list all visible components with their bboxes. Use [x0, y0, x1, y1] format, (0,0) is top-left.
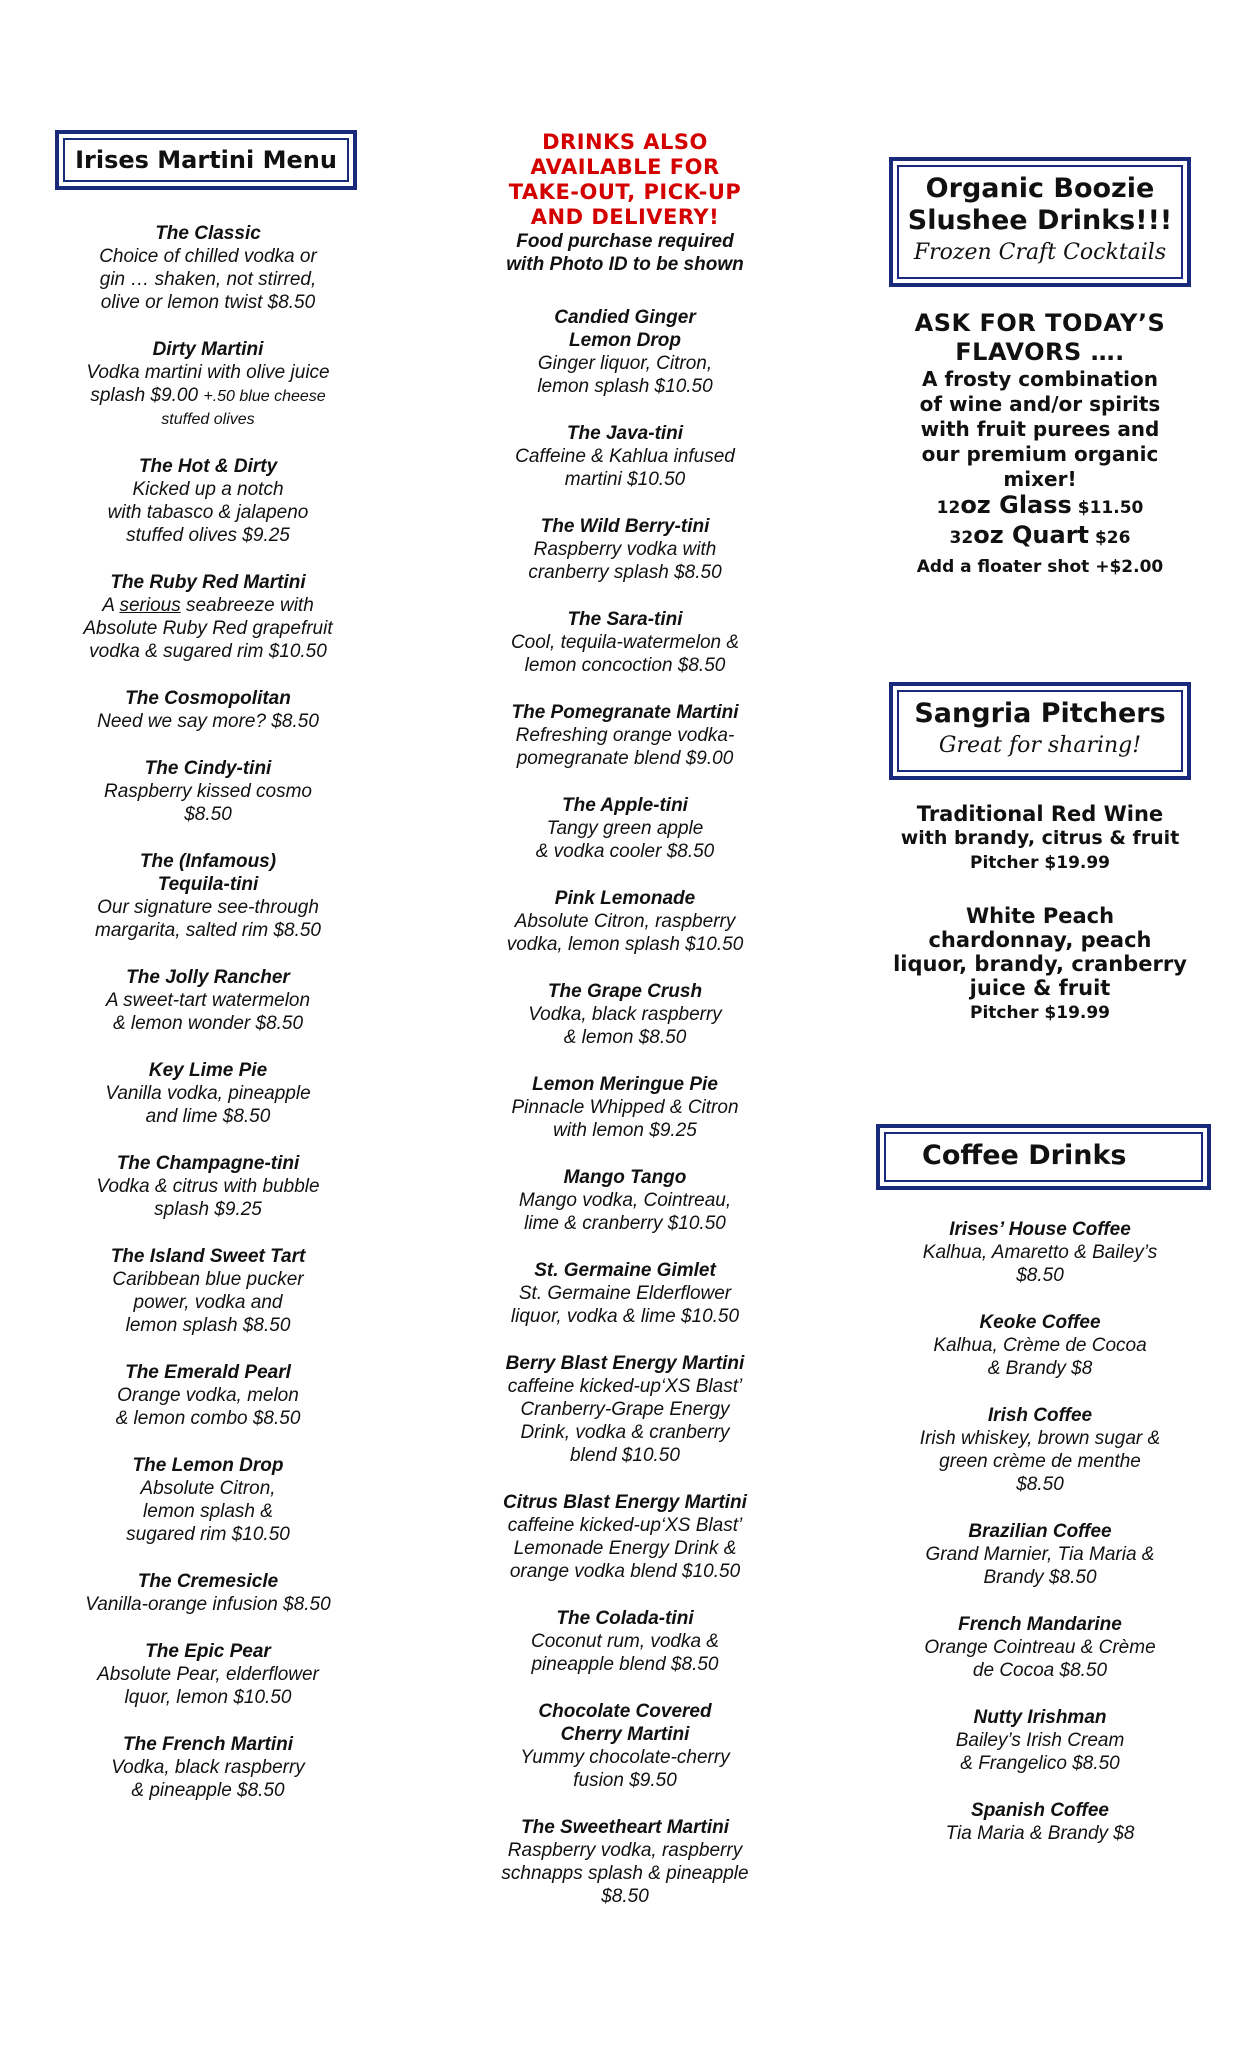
coffee-title: Coffee Drinks: [884, 1132, 1203, 1182]
notice-sub-line: Food purchase required: [516, 231, 734, 252]
martini-menu-title: Irises Martini Menu: [63, 138, 349, 182]
item-desc-line: lemon splash &: [143, 1501, 273, 1522]
item-desc-line: Kicked up a notch: [132, 479, 284, 500]
sangria-subtitle: Great for sharing!: [938, 733, 1142, 758]
item-name: Keoke Coffee: [979, 1312, 1101, 1333]
menu-item: [470, 1166, 780, 1235]
menu-item: [48, 455, 368, 547]
item-desc-line: fusion $9.50: [573, 1770, 677, 1791]
item-desc-line: with lemon $9.25: [553, 1120, 697, 1141]
item-desc-line: Coconut rum, vodka &: [531, 1631, 719, 1652]
item-desc-line: Vodka martini with olive juice: [86, 362, 330, 383]
item-desc-line: vodka & sugared rim $10.50: [89, 641, 327, 662]
sangria-peach-line: liquor, brandy, cranberry: [893, 952, 1187, 976]
sangria-peach-price: Pitcher $19.99: [969, 1003, 1111, 1023]
item-name: The French Martini: [123, 1734, 293, 1755]
item-desc-line: cranberry splash $8.50: [528, 562, 722, 583]
item-name: The Hot & Dirty: [138, 456, 278, 477]
item-desc-line: Raspberry kissed cosmo: [103, 781, 313, 802]
item-name: Nutty Irishman: [973, 1707, 1107, 1728]
item-desc-line: & Brandy $8: [987, 1358, 1093, 1379]
menu-item: [470, 980, 780, 1049]
item-name: The Sara-tini: [567, 609, 683, 630]
item-desc-line: Grand Marnier, Tia Maria &: [925, 1544, 1155, 1565]
item-name: Irish Coffee: [987, 1405, 1093, 1426]
item-desc-line: Cool, tequila-watermelon &: [510, 632, 740, 653]
menu-item: [880, 1520, 1200, 1589]
item-desc-line: A serious seabreeze with: [102, 595, 314, 616]
menu-item: [48, 1454, 368, 1546]
slushee-title-box: [889, 157, 1191, 287]
item-name: The Cosmopolitan: [125, 688, 291, 709]
item-name: Cherry Martini: [560, 1724, 690, 1745]
item-name: Brazilian Coffee: [968, 1521, 1112, 1542]
item-desc-line: $8.50: [1016, 1265, 1064, 1286]
item-name: The Colada-tini: [556, 1608, 694, 1629]
item-name: Berry Blast Energy Martini: [505, 1353, 745, 1374]
menu-item: [48, 338, 368, 431]
item-name: Dirty Martini: [152, 339, 264, 360]
menu-item: [470, 1700, 780, 1792]
menu-item: [880, 1613, 1200, 1682]
item-desc-line: Brandy $8.50: [983, 1567, 1097, 1588]
ask-line: FLAVORS ….: [955, 338, 1125, 366]
slushee-subtitle: Frozen Craft Cocktails: [913, 240, 1167, 265]
item-desc-line: Vanilla vodka, pineapple: [105, 1083, 311, 1104]
item-desc-line: lime & cranberry $10.50: [524, 1213, 726, 1234]
menu-item: [470, 701, 780, 770]
item-desc-line: Vodka & citrus with bubble: [96, 1176, 320, 1197]
slushee-description: [880, 367, 1200, 492]
item-desc-line: de Cocoa $8.50: [972, 1660, 1108, 1681]
item-name: The Jolly Rancher: [126, 967, 290, 988]
item-desc-line: splash $9.25: [154, 1199, 262, 1220]
item-desc-line: orange vodka blend $10.50: [509, 1561, 741, 1582]
item-desc-line: Vodka, black raspberry: [528, 1004, 722, 1025]
item-desc-line: Kalhua, Amaretto & Bailey’s: [922, 1242, 1158, 1263]
notice-line: AND DELIVERY!: [530, 205, 720, 229]
item-name: The Grape Crush: [547, 981, 703, 1002]
sangria-peach-line: White Peach: [965, 904, 1115, 928]
menu-item: [48, 1361, 368, 1430]
item-desc-line: Vodka, black raspberry: [111, 1757, 305, 1778]
item-desc-line: lemon splash $10.50: [537, 376, 713, 397]
item-desc-line: & lemon combo $8.50: [115, 1408, 301, 1429]
menu-item: [470, 1491, 780, 1583]
item-name: St. Germaine Gimlet: [534, 1260, 716, 1281]
menu-item: [880, 1799, 1200, 1845]
menu-item: [48, 571, 368, 663]
item-desc-line: Raspberry vodka with: [533, 539, 717, 560]
coffee-list: [880, 1218, 1200, 1845]
middle-drink-list: [470, 306, 780, 1908]
item-desc-line: A sweet-tart watermelon: [105, 990, 311, 1011]
right-column: [880, 155, 1200, 1869]
menu-item: [48, 1152, 368, 1221]
notice-line: TAKE-OUT, PICK-UP: [508, 180, 742, 204]
item-desc-line: Choice of chilled vodka or: [99, 246, 317, 267]
notice-subtext: [470, 230, 780, 276]
item-desc-line: splash $9.00 +.50 blue cheese: [90, 385, 326, 406]
item-name: Pink Lemonade: [554, 888, 696, 909]
ask-line: ASK FOR TODAY’S: [914, 309, 1166, 337]
item-name: The Classic: [155, 223, 261, 244]
glass-price-line: 12oz Glass $11.50: [936, 491, 1144, 519]
martini-column: [48, 130, 368, 1826]
item-desc-line: Need we say more? $8.50: [97, 711, 319, 732]
item-desc-line: Caribbean blue pucker: [112, 1269, 304, 1290]
item-desc-line: power, vodka and: [133, 1292, 283, 1313]
menu-item: [48, 1640, 368, 1709]
item-desc-line: margarita, salted rim $8.50: [95, 920, 321, 941]
item-desc-line: $8.50: [1016, 1474, 1064, 1495]
menu-item: [470, 1816, 780, 1908]
item-desc-line: Absolute Pear, elderflower: [97, 1664, 319, 1685]
item-desc-line: pomegranate blend $9.00: [516, 748, 734, 769]
item-desc-line: & lemon wonder $8.50: [112, 1013, 304, 1034]
menu-item: [48, 687, 368, 733]
item-desc-line: Tia Maria & Brandy $8: [945, 1823, 1135, 1844]
item-desc-line: Drink, vodka & cranberry: [520, 1422, 730, 1443]
item-desc-line: Absolute Citron, raspberry: [514, 911, 736, 932]
menu-item: [48, 1733, 368, 1802]
item-desc-line: lemon splash $8.50: [125, 1315, 291, 1336]
item-name: Key Lime Pie: [148, 1060, 268, 1081]
item-name: The Pomegranate Martini: [511, 702, 739, 723]
item-desc-line: pineapple blend $8.50: [531, 1654, 719, 1675]
menu-item: [880, 1311, 1200, 1380]
item-desc-line: Our signature see-through: [97, 897, 319, 918]
item-desc-line: & pineapple $8.50: [131, 1780, 285, 1801]
item-desc-line: Refreshing orange vodka-: [515, 725, 735, 746]
item-desc-line: liquor, vodka & lime $10.50: [510, 1306, 740, 1327]
item-name: The Emerald Pearl: [125, 1362, 291, 1383]
item-desc-line: Cranberry-Grape Energy: [520, 1399, 730, 1420]
ask-flavors: [880, 309, 1200, 367]
menu-item: [470, 422, 780, 491]
item-desc-line: $8.50: [601, 1886, 649, 1907]
sangria-list: [880, 802, 1200, 1026]
item-desc-line: gin … shaken, not stirred,: [99, 269, 317, 290]
menu-item: [48, 966, 368, 1035]
item-name: The Sweetheart Martini: [521, 1817, 729, 1838]
item-name: Candied Ginger: [554, 307, 696, 328]
item-name: Lemon Meringue Pie: [532, 1074, 718, 1095]
item-desc-line: green crème de menthe: [939, 1451, 1141, 1472]
menu-item: [470, 515, 780, 584]
item-desc-line: Absolute Citron,: [140, 1478, 276, 1499]
item-desc-line: Lemonade Energy Drink &: [513, 1538, 737, 1559]
coffee-title-box: [876, 1124, 1211, 1190]
item-name: The Java-tini: [566, 423, 684, 444]
item-desc-line: Tangy green apple: [546, 818, 704, 839]
item-name: Chocolate Covered: [538, 1701, 712, 1722]
item-name: Irises’ House Coffee: [949, 1219, 1131, 1240]
item-name: Spanish Coffee: [971, 1800, 1109, 1821]
item-name: The Champagne-tini: [116, 1153, 300, 1174]
middle-column: [470, 130, 780, 1932]
slushee-title-line1: Organic Boozie: [925, 173, 1155, 204]
combo-line: mixer!: [1003, 467, 1077, 491]
menu-item: [470, 1073, 780, 1142]
notice-sub-line: with Photo ID to be shown: [506, 254, 744, 275]
item-desc-line: caffeine kicked-up‘XS Blast’: [507, 1376, 743, 1397]
item-name: Lemon Drop: [569, 330, 681, 351]
item-name: The (Infamous): [139, 851, 277, 872]
item-desc-line: Pinnacle Whipped & Citron: [511, 1097, 739, 1118]
item-name: Citrus Blast Energy Martini: [503, 1492, 747, 1513]
menu-item: [470, 306, 780, 398]
item-desc-line: Kalhua, Crème de Cocoa: [933, 1335, 1147, 1356]
item-desc-line: with tabasco & jalapeno: [107, 502, 309, 523]
menu-item: [48, 1059, 368, 1128]
item-name: Mango Tango: [563, 1167, 687, 1188]
item-desc-line: martini $10.50: [564, 469, 686, 490]
martini-list: [48, 222, 368, 1802]
item-desc-line: caffeine kicked-up‘XS Blast’: [507, 1515, 743, 1536]
item-desc-line: blend $10.50: [570, 1445, 680, 1466]
item-desc-line: & Frangelico $8.50: [960, 1753, 1120, 1774]
menu-item: [48, 1570, 368, 1616]
menu-item: [48, 850, 368, 942]
menu-item: [470, 608, 780, 677]
item-desc-line: olive or lemon twist $8.50: [100, 292, 316, 313]
sangria-title: Sangria Pitchers: [914, 698, 1166, 729]
sangria-red-name: Traditional Red Wine: [916, 802, 1164, 826]
item-desc-line: Yummy chocolate-cherry: [520, 1747, 730, 1768]
item-desc-line: Absolute Ruby Red grapefruit: [83, 618, 333, 639]
item-desc-line: lquor, lemon $10.50: [124, 1687, 292, 1708]
combo-line: of wine and/or spirits: [919, 392, 1161, 416]
sangria-red-desc: with brandy, citrus & fruit: [900, 827, 1180, 849]
item-name: The Epic Pear: [145, 1641, 271, 1662]
menu-item: [470, 1607, 780, 1676]
item-name: The Island Sweet Tart: [110, 1246, 306, 1267]
sangria-red-price: Pitcher $19.99: [969, 853, 1111, 873]
item-name: The Lemon Drop: [132, 1455, 284, 1476]
item-name: French Mandarine: [958, 1614, 1122, 1635]
slushee-title-line2: Slushee Drinks!!!: [907, 205, 1173, 236]
menu-item: [470, 887, 780, 956]
combo-line: with fruit purees and: [920, 417, 1160, 441]
item-desc-line: Bailey’s Irish Cream: [955, 1730, 1125, 1751]
item-note: +.50 blue cheese: [203, 388, 326, 405]
menu-item: [48, 222, 368, 314]
item-note: stuffed olives: [161, 411, 255, 428]
item-name: Tequila-tini: [157, 874, 259, 895]
slushee-info: [880, 309, 1200, 582]
item-desc-line: vodka, lemon splash $10.50: [506, 934, 744, 955]
quart-price-line: 32oz Quart $26: [949, 521, 1131, 549]
notice-line: AVAILABLE FOR: [530, 155, 720, 179]
sangria-title-box: [889, 682, 1191, 780]
item-desc-line: lemon concoction $8.50: [524, 655, 726, 676]
menu-item: [470, 1259, 780, 1328]
sangria-peach-line: chardonnay, peach: [928, 928, 1152, 952]
floater-shot: Add a floater shot +$2.00: [916, 557, 1164, 577]
combo-line: A frosty combination: [922, 367, 1158, 391]
item-desc-line: Ginger liquor, Citron,: [537, 353, 713, 374]
menu-item: [880, 1404, 1200, 1496]
item-desc-line: Orange vodka, melon: [117, 1385, 299, 1406]
menu-item: [48, 1245, 368, 1337]
sangria-peach-line: juice & fruit: [969, 976, 1111, 1000]
menu-item: [880, 1218, 1200, 1287]
item-desc-line: Caffeine & Kahlua infused: [515, 446, 735, 467]
item-desc-line: $8.50: [184, 804, 232, 825]
item-desc-line: sugared rim $10.50: [126, 1524, 290, 1545]
item-name: The Cremesicle: [137, 1571, 279, 1592]
item-name: The Wild Berry-tini: [540, 516, 710, 537]
item-desc-line: stuffed olives $9.25: [126, 525, 290, 546]
menu-item: [880, 1706, 1200, 1775]
item-desc-line: & lemon $8.50: [563, 1027, 687, 1048]
item-name: The Apple-tini: [562, 795, 688, 816]
takeout-notice: [470, 130, 780, 230]
item-desc-line: Orange Cointreau & Crème: [924, 1637, 1156, 1658]
item-desc-line: Irish whiskey, brown sugar &: [919, 1428, 1161, 1449]
menu-item: [470, 794, 780, 863]
item-desc-line: Raspberry vodka, raspberry: [507, 1840, 743, 1861]
martini-menu-title-box: [55, 130, 357, 190]
menu-item: [470, 1352, 780, 1467]
combo-line: our premium organic: [921, 442, 1159, 466]
item-desc-line: & vodka cooler $8.50: [535, 841, 715, 862]
item-desc-line: Vanilla-orange infusion $8.50: [85, 1594, 331, 1615]
item-name: The Ruby Red Martini: [110, 572, 306, 593]
notice-line: DRINKS ALSO: [542, 130, 708, 154]
item-desc-line: and lime $8.50: [145, 1106, 271, 1127]
item-desc-line: Mango vodka, Cointreau,: [518, 1190, 732, 1211]
item-name: The Cindy-tini: [144, 758, 272, 779]
item-desc-line: St. Germaine Elderflower: [518, 1283, 732, 1304]
item-desc-line: schnapps splash & pineapple: [501, 1863, 749, 1884]
menu-item: [48, 757, 368, 826]
